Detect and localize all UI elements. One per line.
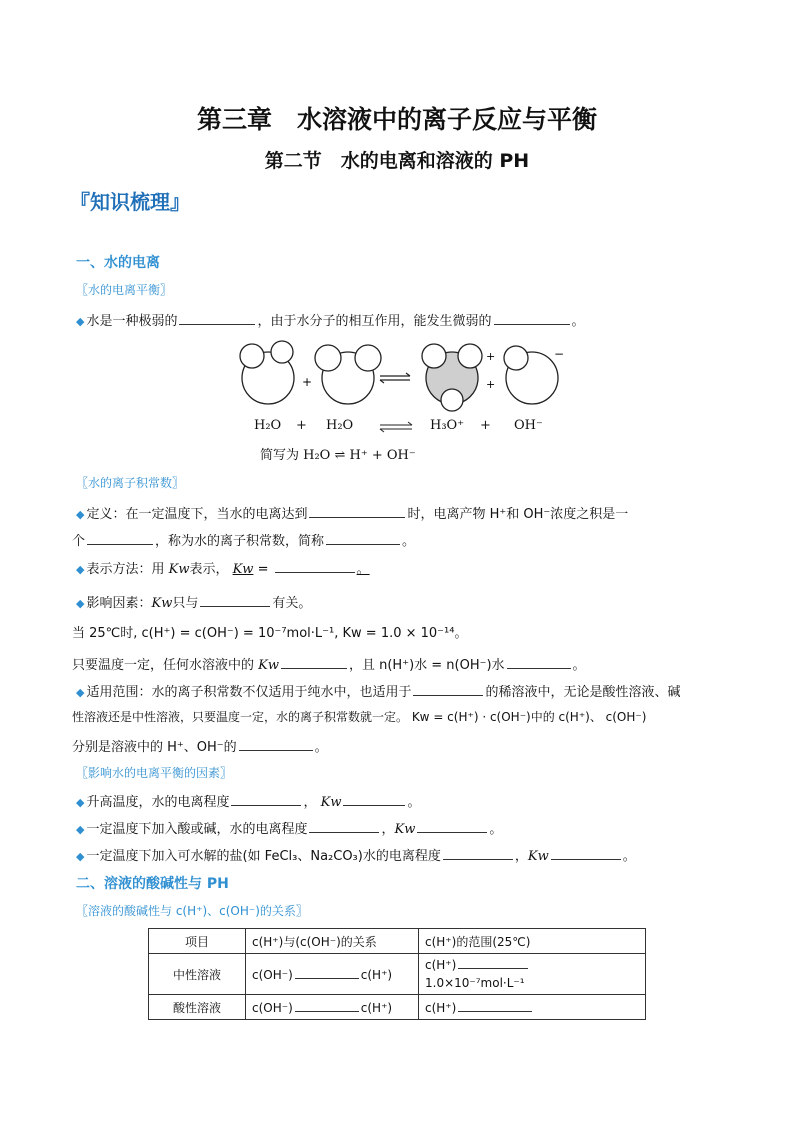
blank (309, 505, 405, 518)
sub-heading-acidity: 〖溶液的酸碱性与 c(H⁺)、c(OH⁻)的关系〗 (76, 904, 308, 918)
text: 表示方法：用 (86, 562, 169, 577)
equation-label-h2o-1: H₂O (254, 418, 282, 433)
diamond-bullet-icon: ◆ (76, 597, 85, 610)
hydroxide-ion-icon (504, 346, 558, 404)
blank (494, 312, 570, 325)
diamond-bullet-icon: ◆ (76, 508, 85, 521)
blank (295, 966, 359, 979)
blank (239, 738, 313, 751)
blank (295, 999, 359, 1012)
text: ， (381, 822, 395, 837)
blank (417, 820, 487, 833)
knowledge-label: 『知识梳理』 (70, 190, 190, 214)
water-ionization-diagram (230, 338, 570, 418)
paragraph-weak-electrolyte (76, 310, 585, 329)
sub-heading-ion-product: 〖水的离子积常数〗 (76, 476, 185, 490)
paragraph-scope-1 (76, 681, 681, 700)
text: 1.0×10⁻⁷mol·L⁻¹ (425, 976, 525, 990)
paragraph-definition-2 (72, 530, 415, 549)
diamond-bullet-icon: ◆ (76, 796, 85, 809)
blank (87, 532, 153, 545)
table-row (149, 995, 646, 1020)
kw-symbol: Kw (320, 795, 342, 810)
table-row (149, 954, 646, 995)
kw-symbol: Kw (151, 596, 173, 611)
text: c(H⁺) (425, 958, 457, 972)
text: 只与 (172, 596, 199, 611)
text: 。 (571, 314, 585, 329)
table-cell-range (419, 954, 646, 995)
sub-heading-equilibrium: 〖水的电离平衡〗 (76, 283, 173, 297)
paragraph-at-25c: 当 25℃时, c(H⁺) = c(OH⁻) = 10⁻⁷mol·L⁻¹, Kw = 1.0 × 10⁻¹⁴。 (72, 626, 468, 641)
text: c(OH⁻) (252, 1001, 293, 1015)
text: 。 (407, 795, 421, 810)
diamond-bullet-icon: ◆ (76, 315, 85, 328)
text: 。 (622, 849, 636, 864)
sub-heading-factors: 〖影响水的电离平衡的因素〗 (76, 766, 233, 780)
water-molecule-icon (315, 345, 381, 404)
svg-text:+: + (302, 375, 313, 389)
equation-label-h2o-2: H₂O (326, 418, 354, 433)
equation-plus-2: + (480, 418, 491, 433)
text: 。 (356, 562, 370, 577)
text: c(OH⁻) (252, 968, 293, 982)
text: 有关。 (272, 596, 312, 611)
text: 定义：在一定温度下，当水的电离达到 (86, 507, 308, 522)
kw-symbol: Kw (258, 658, 279, 673)
blank (343, 793, 405, 806)
blank (507, 656, 571, 669)
table-cell-item: 中性溶液 (149, 954, 246, 995)
part1-heading: 一、水的电离 (76, 255, 160, 271)
kw-symbol: Kw (394, 822, 416, 837)
blank (231, 793, 301, 806)
text: ，由于水分子的相互作用，能发生微弱的 (257, 314, 492, 329)
paragraph-scope-2: 性溶液还是中性溶液，只要温度一定，水的离子积常数就一定。 Kw = c(H⁺) · c(OH⁻)中的 c(H⁺)、 c(OH⁻) (72, 710, 647, 724)
blank (551, 847, 621, 860)
chapter-title: 第三章 水溶液中的离子反应与平衡 (196, 105, 597, 134)
diamond-bullet-icon: ◆ (76, 563, 85, 576)
table-cell-relation (246, 995, 419, 1020)
paragraph-definition-1 (76, 503, 628, 522)
text: 一定温度下加入可水解的盐(如 FeCl₃、Na₂CO₃)水的电离程度 (86, 849, 441, 864)
table-header-cell: 项目 (149, 929, 246, 954)
text: = (253, 562, 273, 577)
text: ， (303, 795, 321, 810)
paragraph-scope-3 (72, 736, 328, 755)
text: 。 (314, 740, 328, 755)
diamond-bullet-icon: ◆ (76, 850, 85, 863)
kw-symbol: Kw (168, 562, 190, 577)
svg-text:+: + (486, 350, 496, 363)
text: 。 (572, 658, 586, 673)
equation-label-oh: OH⁻ (514, 418, 543, 433)
equation-plus-1: + (296, 418, 307, 433)
text: 。 (489, 822, 503, 837)
text: 一定温度下加入酸或碱，水的电离程度 (86, 822, 308, 837)
blank (275, 560, 355, 573)
text: 影响因素： (86, 596, 152, 611)
blank (458, 999, 532, 1012)
text: 分别是溶液中的 H⁺、OH⁻的 (72, 740, 237, 755)
text: 。 (402, 534, 416, 549)
text: 个 (72, 534, 86, 549)
text: 水是一种极弱的 (86, 314, 178, 329)
table-cell-range (419, 995, 646, 1020)
paragraph-factor-acid-base (76, 818, 502, 837)
paragraph-temperature (72, 654, 586, 673)
paragraph-expression (76, 558, 370, 577)
water-molecule-icon (240, 341, 294, 404)
blank (413, 683, 483, 696)
blank (309, 820, 379, 833)
section-title: 第二节 水的电离和溶液的 PH (264, 150, 530, 172)
part2-heading: 二、溶液的酸碱性与 PH (76, 876, 229, 892)
table-cell-item: 酸性溶液 (149, 995, 246, 1020)
text: 表示， (189, 562, 233, 577)
paragraph-factor-temperature (76, 791, 420, 810)
paragraph-factor-salt (76, 845, 636, 864)
text: c(H⁺) (360, 1001, 393, 1015)
blank (443, 847, 513, 860)
text: 只要温度一定，任何水溶液中的 (72, 658, 259, 673)
paragraph-factor (76, 592, 311, 611)
text: ，称为水的离子积常数，简称 (155, 534, 325, 549)
svg-text:−: − (554, 347, 565, 361)
diamond-bullet-icon: ◆ (76, 686, 85, 699)
svg-text:+: + (486, 378, 496, 391)
table-header-row (149, 929, 646, 954)
table-header-cell: c(H⁺)的范围(25℃) (419, 929, 646, 954)
blank (326, 532, 400, 545)
hydronium-ion-icon (422, 344, 482, 411)
blank (458, 956, 528, 969)
text: 升高温度，水的电离程度 (86, 795, 230, 810)
text: 的稀溶液中，无论是酸性溶液、碱 (485, 685, 681, 700)
equilibrium-arrow-icon (380, 373, 410, 383)
kw-symbol: Kw (527, 849, 549, 864)
blank (179, 312, 255, 325)
equation-short-form: 简写为 H₂O ⇌ H⁺ + OH⁻ (260, 448, 416, 463)
text: ， (514, 849, 528, 864)
kw-symbol: Kw (232, 562, 254, 577)
equation-label-h3o: H₃O⁺ (430, 418, 465, 433)
text: c(H⁺) (360, 968, 393, 982)
diamond-bullet-icon: ◆ (76, 823, 85, 836)
text: 适用范围：水的离子积常数不仅适用于纯水中，也适用于 (86, 685, 412, 700)
table-cell-relation (246, 954, 419, 995)
text: ，且 n(H⁺)水 = n(OH⁻)水 (348, 658, 505, 673)
equation-arrow-icon (378, 420, 414, 434)
text: 时，电离产物 H⁺和 OH⁻浓度之积是一 (407, 507, 629, 522)
table-header-cell: c(H⁺)与(c(OH⁻)的关系 (246, 929, 419, 954)
acidity-table (148, 928, 646, 1020)
blank (281, 656, 347, 669)
blank (200, 594, 270, 607)
text: c(H⁺) (425, 1001, 457, 1015)
